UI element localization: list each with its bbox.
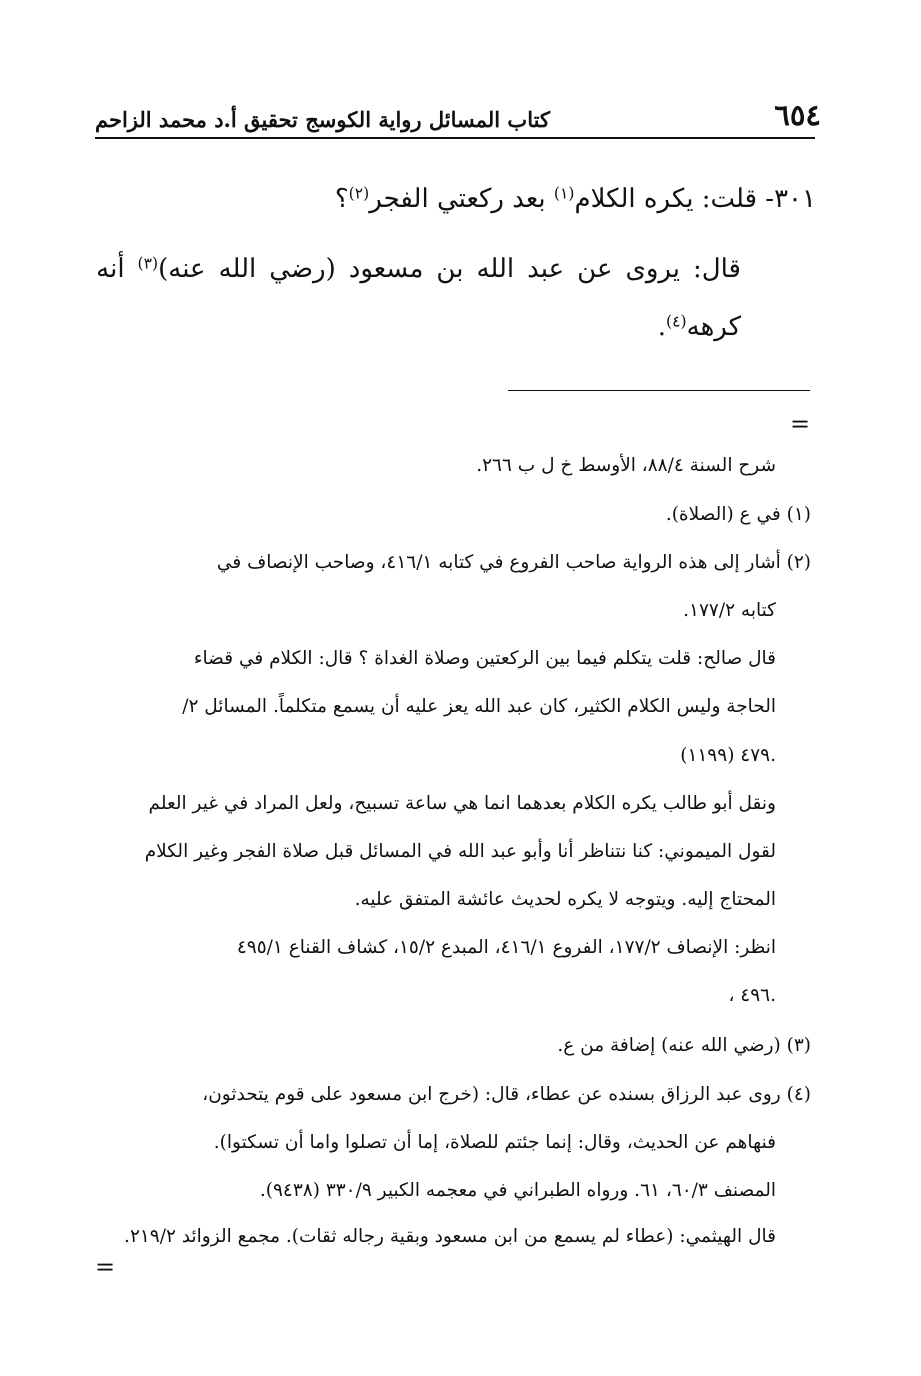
footnote-ref-1: (١) <box>553 184 575 203</box>
footnote-separator <box>508 390 810 391</box>
continuation-mark-top: = <box>790 410 811 438</box>
footnote-ref-4: (٤) <box>666 312 687 331</box>
footnote-ref-2: (٢) <box>348 184 370 203</box>
footnote-2-line: المحتاج إليه. ويتوجه لا يكره لحديث عائشة المتفق عليه. <box>354 889 776 910</box>
answer-word: مسعود <box>348 254 424 284</box>
question-mark: ؟ <box>334 184 349 214</box>
footnote-2-line: كتابه ١٧٧/٢. <box>683 600 776 621</box>
footnote-2-line: الحاجة وليس الكلام الكثير، كان عبد الله يعز عليه أن يسمع متكلماً. المسائل ٢/ <box>182 696 776 717</box>
page-header <box>95 92 821 132</box>
question-text-2: بعد ركعتي الفجر <box>369 184 546 214</box>
header-rule <box>95 137 815 139</box>
answer-word: عنه) <box>158 254 206 284</box>
footnote-2-line: ونقل أبو طالب يكره الكلام بعدهما انما هي ساعة تسبيح، ولعل المراد في غير العلم <box>148 793 776 814</box>
footnote-4-line: فنهاهم عن الحديث، وقال: إنما جئتم للصلاة، إما أن تصلوا واما أن تسكتوا). <box>213 1132 776 1153</box>
answer-text: كرهه <box>686 312 741 342</box>
footnote-2-line: (٢) أشار إلى هذه الرواية صاحب الفروع في كتابه ٤١٦/١، وصاحب الإنصاف في <box>216 552 811 573</box>
answer-word: عن <box>577 254 613 284</box>
footnote-2-line: ٤٧٩ (١١٩٩). <box>680 745 776 766</box>
answer-word: (رضي <box>269 254 336 284</box>
footnote-4-line: (٤) روى عبد الرزاق بسنده عن عطاء، قال: (خرج ابن مسعود على قوم يتحدثون، <box>202 1084 811 1105</box>
question-number: ٣٠١- <box>765 184 816 214</box>
answer-word: عبد <box>527 254 565 284</box>
footnote-4-line: المصنف ٦٠/٣، ٦١. ورواه الطبراني في معجمه الكبير ٣٣٠/٩ (٩٤٣٨). <box>259 1180 776 1201</box>
answer-word: الله <box>218 254 257 284</box>
footnote-1: (١) في ع (الصلاة). <box>665 504 811 525</box>
footnote-carryover: شرح السنة ٨٨/٤، الأوسط خ ل ب ٢٦٦. <box>476 455 776 476</box>
answer-word: يروى <box>625 254 680 284</box>
question-line <box>335 184 816 214</box>
footnote-3: (٣) (رضي الله عنه) إضافة من ع. <box>557 1035 811 1056</box>
page-number: ٦٥٤ <box>774 98 821 132</box>
footnote-4-line: قال الهيثمي: (عطاء لم يسمع من ابن مسعود وبقية رجاله ثقات). مجمع الزوائد ٢١٩/٢. <box>124 1226 776 1247</box>
footnote-ref-3: (٣) <box>137 254 159 273</box>
answer-word: قال: <box>692 254 741 284</box>
answer-line-2 <box>658 312 741 342</box>
footnote-2-line: قال صالح: قلت يتكلم فيما بين الركعتين وصلاة الغداة ؟ قال: الكلام في قضاء <box>193 648 776 669</box>
answer-word: أنه <box>96 254 125 284</box>
footnote-2-line: انظر: الإنصاف ١٧٧/٢، الفروع ٤١٦/١، المبدع ١٥/٢، كشاف القناع ٤٩٥/١ <box>236 937 776 958</box>
continuation-mark-bottom: = <box>95 1253 116 1281</box>
footnote-2-line: لقول الميموني: كنا نتناظر أنا وأبو عبد الله في المسائل قبل صلاة الفجر وغير الكلام <box>144 841 776 862</box>
answer-word: بن <box>436 254 464 284</box>
answer-line-1 <box>96 254 741 284</box>
running-title: كتاب المسائل رواية الكوسج تحقيق أ.د محمد الزاحم <box>95 107 550 132</box>
answer-end: . <box>657 312 667 342</box>
answer-word: الله <box>476 254 515 284</box>
footnote-2-line: ، ٤٩٦. <box>728 985 776 1006</box>
question-text: قلت: يكره الكلام <box>574 184 758 214</box>
